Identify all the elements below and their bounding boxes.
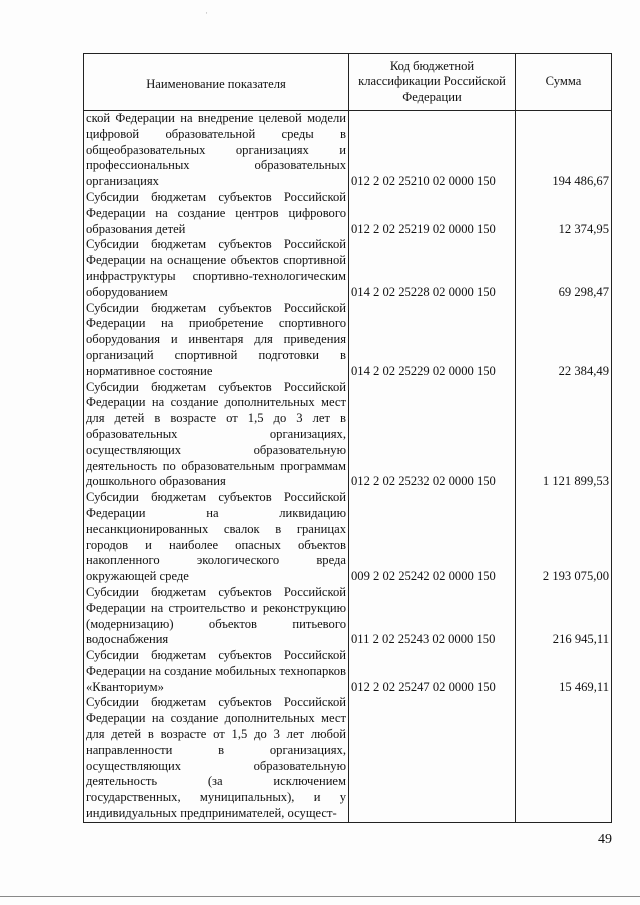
table-row — [84, 301, 612, 380]
header-name: Наименование показателя — [84, 54, 349, 111]
row-name: Субсидии бюджетам субъектов Российской Федерации на создание центров цифрового образования детей — [84, 190, 349, 237]
row-code: 014 2 02 25229 02 0000 150 — [349, 301, 516, 380]
row-code: 014 2 02 25228 02 0000 150 — [349, 237, 516, 300]
table-row — [84, 380, 612, 491]
row-sum: 69 298,47 — [516, 237, 612, 300]
row-name: Субсидии бюджетам субъектов Российской Федерации на оснащение объектов спортивной инфраструктуры спортивно-технологическим оборудованием — [84, 237, 349, 300]
page-number: 49 — [598, 832, 612, 847]
table-row — [84, 585, 612, 648]
table-header-row — [84, 54, 612, 111]
table-row — [84, 190, 612, 237]
scan-mark: · — [205, 8, 208, 18]
row-name: Субсидии бюджетам субъектов Российской Федерации на приобретение спортивного оборудования и инвентаря для приведения организаций спортивной подготовки в нормативное состояние — [84, 301, 349, 380]
row-code: 009 2 02 25242 02 0000 150 — [349, 490, 516, 585]
row-sum: 216 945,11 — [516, 585, 612, 648]
row-name: Субсидии бюджетам субъектов Российской Федерации на строительство и реконструкцию (модернизацию) объектов питьевого водоснабжения — [84, 585, 349, 648]
row-sum: 22 384,49 — [516, 301, 612, 380]
row-name: Субсидии бюджетам субъектов Российской Федерации на создание мобильных технопарков «Кванториум» — [84, 648, 349, 695]
bottom-divider — [0, 896, 640, 897]
row-name: Субсидии бюджетам субъектов Российской Федерации на ликвидацию несанкционированных свалок в границах городов и наиболее опасных объектов накопленного экологического вреда окружающей среде — [84, 490, 349, 585]
table-row — [84, 695, 612, 822]
row-sum: 12 374,95 — [516, 190, 612, 237]
row-sum: 15 469,11 — [516, 648, 612, 695]
row-sum — [516, 695, 612, 822]
header-sum: Сумма — [516, 54, 612, 111]
table-row — [84, 237, 612, 300]
row-sum: 1 121 899,53 — [516, 380, 612, 491]
budget-table — [83, 53, 612, 823]
table-row — [84, 111, 612, 190]
header-code: Код бюджетной классификации Российской Федерации — [349, 54, 516, 111]
row-sum: 194 486,67 — [516, 111, 612, 190]
row-code: 012 2 02 25232 02 0000 150 — [349, 380, 516, 491]
row-name: ской Федерации на внедрение целевой модели цифровой образовательной среды в общеобразовательных организациях и профессиональных образовательных организациях — [84, 111, 349, 190]
row-code: 012 2 02 25247 02 0000 150 — [349, 648, 516, 695]
row-sum: 2 193 075,00 — [516, 490, 612, 585]
row-code — [349, 695, 516, 822]
row-name: Субсидии бюджетам субъектов Российской Федерации на создание дополнительных мест для детей в возрасте от 1,5 до 3 лет в образовательных организациях, осуществляющих образовательную деятельность по образовательным программам дошкольного образования — [84, 380, 349, 491]
row-code: 012 2 02 25210 02 0000 150 — [349, 111, 516, 190]
table-row — [84, 648, 612, 695]
table-row — [84, 490, 612, 585]
row-code: 012 2 02 25219 02 0000 150 — [349, 190, 516, 237]
row-name: Субсидии бюджетам субъектов Российской Федерации на создание дополнительных мест для детей в возрасте от 1,5 до 3 лет любой направленности в организациях, осуществляющих образовательную деятельность (за исключением государственных, муниципальных), и у индивидуальных предпринимателей, осущест- — [84, 695, 349, 822]
row-code: 011 2 02 25243 02 0000 150 — [349, 585, 516, 648]
